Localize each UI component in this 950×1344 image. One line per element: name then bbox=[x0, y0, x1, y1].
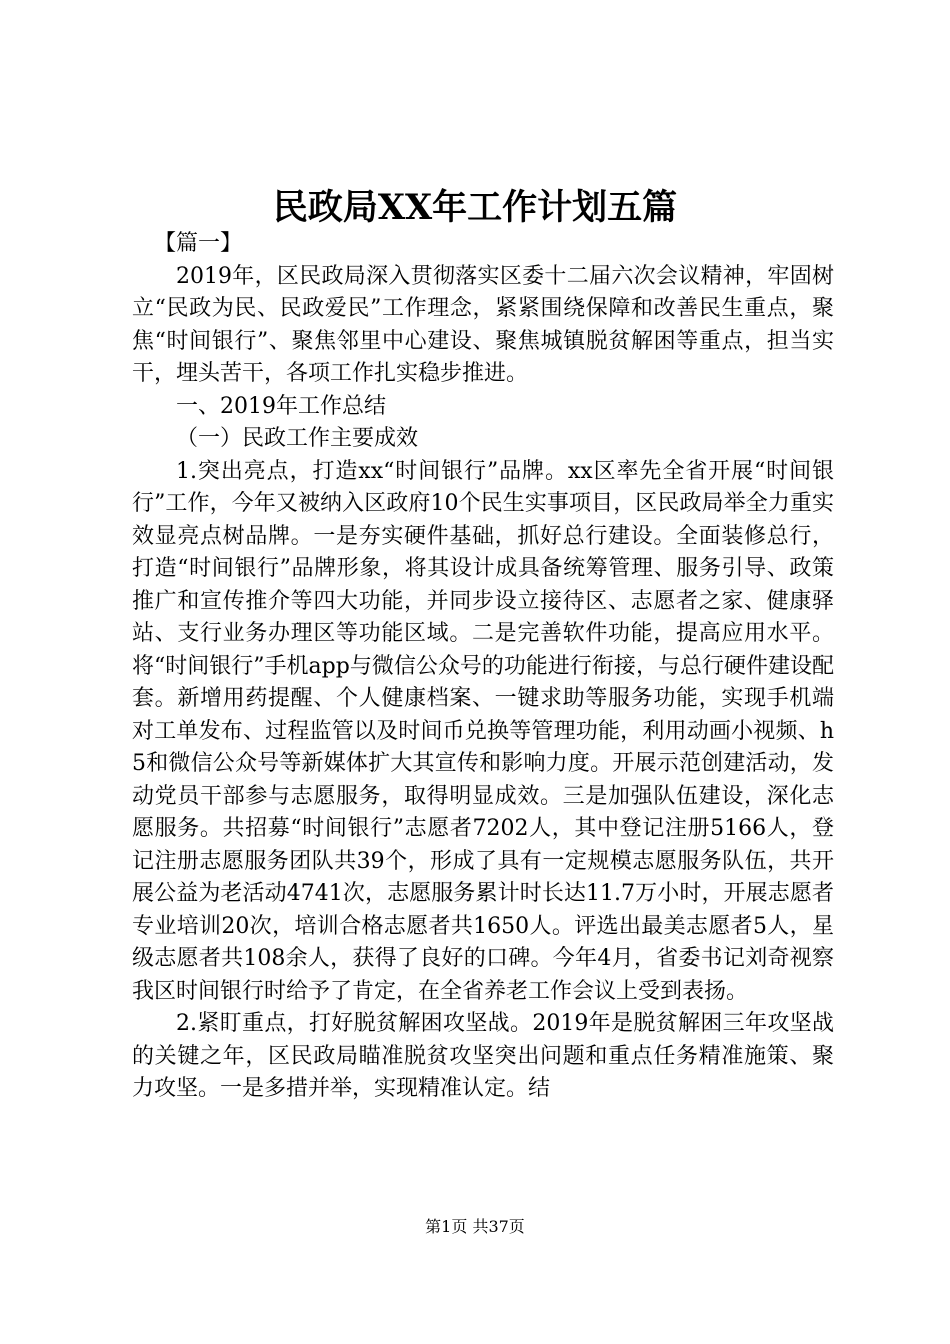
intro-paragraph: 2019年，区民政局深入贯彻落实区委十二届六次会议精神，牢固树立“民政为民、民政爱民”工作理念，紧紧围绕保障和改善民生重点，聚焦“时间银行”、聚焦邻里中心建设、聚焦城镇脱贫解困等重点，担当实干，埋头苦干，各项工作扎实稳步推进。 bbox=[132, 263, 834, 386]
document-body bbox=[132, 228, 834, 1106]
page-footer: 第1页 共37页 bbox=[425, 1217, 525, 1236]
paragraph-time-bank: 1.突出亮点，打造xx“时间银行”品牌。xx区率先全省开展“时间银行”工作，今年又被纳入区政府10个民生实事项目，区民政局举全力重实效显亮点树品牌。一是夯实硬件基础，抓好总行建设。全面装修总行，打造“时间银行”品牌形象，将其设计成具备统筹管理、服务引导、政策推广和宣传推介等四大功能，并同步设立接待区、志愿者之家、健康驿站、支行业务办理区等功能区域。二是完善软件功能，提高应用水平。将“时间银行”手机app与微信公众号的功能进行衔接，与总行硬件建设配套。新增用药提醒、个人健康档案、一键求助等服务功能，实现手机端对工单发布、过程监管以及时间币兑换等管理功能，利用动画小视频、h5和微信公众号等新媒体扩大其宣传和影响力度。开展示范创建活动，发动党员干部参与志愿服务，取得明显成效。三是加强队伍建设，深化志愿服务。共招募“时间银行”志愿者7202人，其中登记注册5166人，登记注册志愿服务团队共39个，形成了具有一定规模志愿服务队伍，共开展公益为老活动4741次，志愿服务累计时长达11.7万小时，开展志愿者专业培训20次，培训合格志愿者共1650人。评选出最美志愿者5人，星级志愿者共108余人，获得了良好的口碑。今年4月，省委书记刘奇视察我区时间银行时给予了肯定，在全省养老工作会议上受到表扬。 bbox=[132, 458, 834, 1004]
subsection-heading-achievements: （一）民政工作主要成效 bbox=[176, 426, 419, 451]
section-heading-summary: 一、2019年工作总结 bbox=[176, 393, 386, 419]
document-title: 民政局XX年工作计划五篇 bbox=[272, 187, 678, 228]
section-heading-part-one: 【篇一】 bbox=[154, 231, 243, 256]
paragraph-poverty-alleviation: 2.紧盯重点，打好脱贫解困攻坚战。2019年是脱贫解困三年攻坚战的关键之年，区民政局瞄准脱贫攻坚突出问题和重点任务精准施策、聚力攻坚。一是多措并举，实现精准认定。结 bbox=[132, 1011, 834, 1101]
